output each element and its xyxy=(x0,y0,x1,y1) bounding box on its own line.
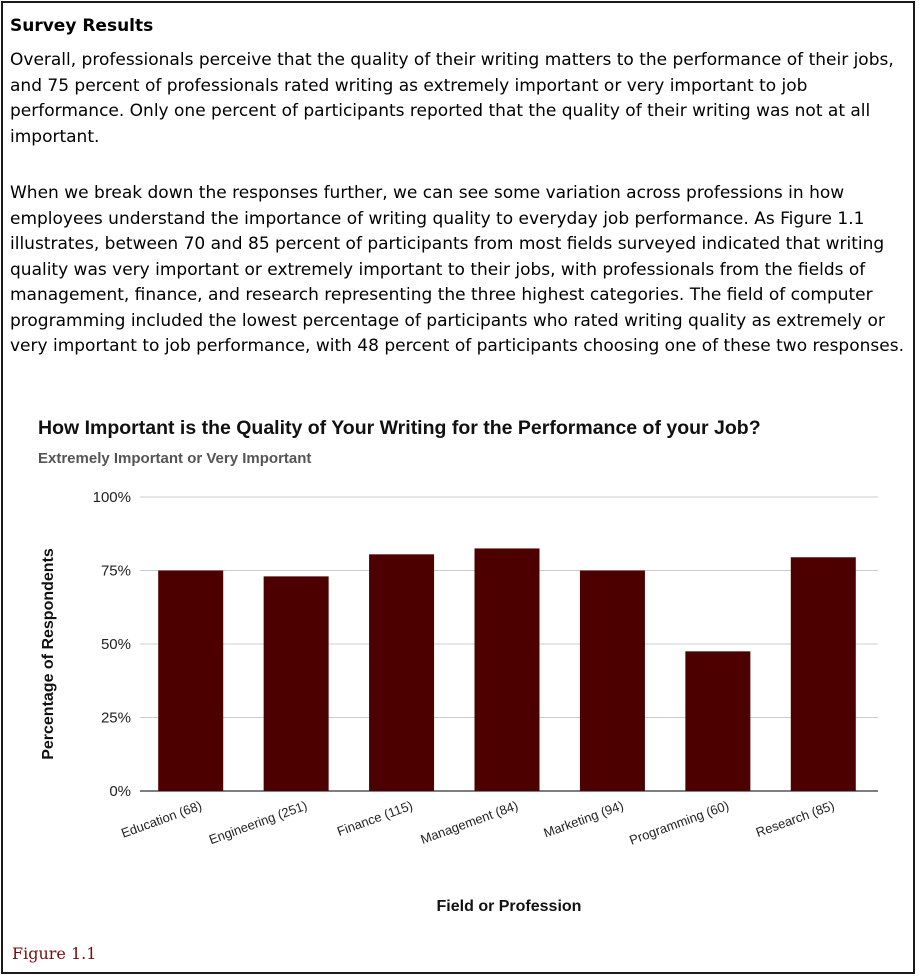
paragraph-1: Overall, professionals perceive that the quality of their writing matters to the performance of their jobs, and 75 percent of professionals rated writing as extremely important or very important to job performance. Only one percent of participants reported that the quality of their writing was not at all important. xyxy=(10,50,894,147)
y-tick-label: 0% xyxy=(109,783,131,800)
bar xyxy=(475,548,540,791)
chart-subtitle: Extremely Important or Very Important xyxy=(38,450,312,467)
x-axis-title: Field or Profession xyxy=(436,898,582,915)
bars xyxy=(158,548,856,791)
chart-title: How Important is the Quality of Your Writing for the Performance of your Job? xyxy=(38,417,761,439)
y-tick-label: 50% xyxy=(100,636,131,653)
bar xyxy=(369,554,434,791)
x-category-label: Programming (60) xyxy=(627,797,731,848)
x-category-label: Engineering (251) xyxy=(206,797,310,848)
x-category-label: Education (68) xyxy=(119,797,204,841)
y-tick-label: 75% xyxy=(100,562,131,580)
y-axis-ticks xyxy=(93,489,131,800)
x-category-label: Management (84) xyxy=(418,797,521,847)
x-axis-categories xyxy=(119,798,836,848)
bar xyxy=(791,557,856,791)
section-heading: Survey Results xyxy=(10,16,154,36)
x-category-label: Finance (115) xyxy=(334,797,415,839)
bar-chart xyxy=(0,470,920,930)
figure-caption: Figure 1.1 xyxy=(12,944,97,963)
bar xyxy=(158,571,223,792)
x-category-label: Marketing (94) xyxy=(541,797,626,841)
y-axis-title: Percentage of Respondents xyxy=(40,548,57,760)
paragraph-2: When we break down the responses further, we can see some variation across professions in how employees understand the importance of writing quality to everyday job performance. As Figure 1.1 illustrates, between 70 and 85 percent of participants from most fields surveyed indicated that writing quality was very important or extremely important to their jobs, with professionals from the fields of management, finance, and research representing the three highest categories. The field of computer programming included the lowest percentage of participants who rated writing quality as extremely or very important to job performance, with 48 percent of participants choosing one of these two responses. xyxy=(10,183,904,356)
bar xyxy=(580,571,645,792)
y-tick-label: 25% xyxy=(100,709,131,727)
bar xyxy=(264,576,329,791)
y-tick-label: 100% xyxy=(92,489,131,506)
x-category-label: Research (85) xyxy=(753,797,837,840)
bar xyxy=(685,651,750,791)
